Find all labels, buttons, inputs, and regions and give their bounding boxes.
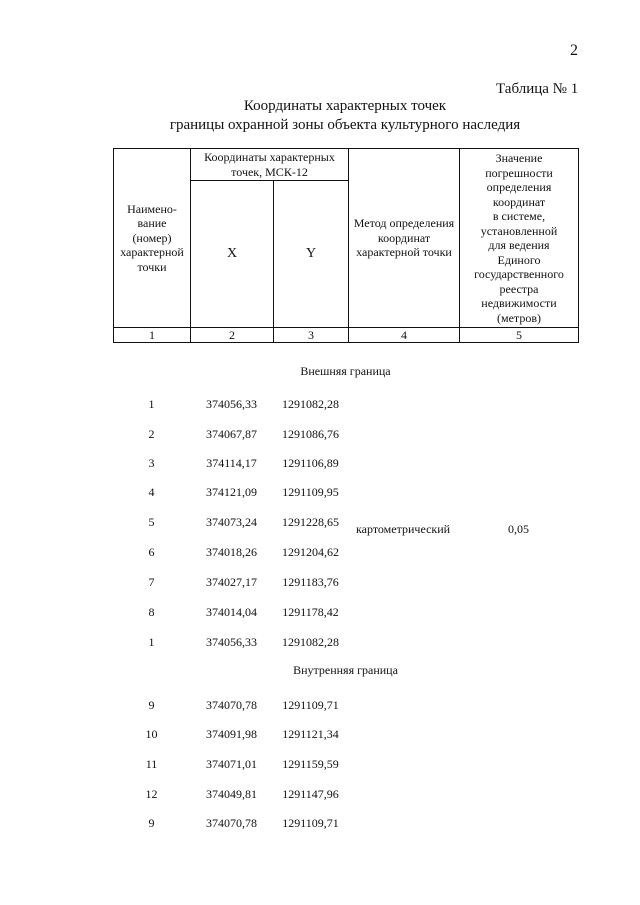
point-number: 6 (148, 545, 155, 559)
coordinate-y: 1291178,42 (282, 605, 339, 619)
title-line-2: границы охранной зоны объекта культурного наследия (169, 117, 521, 133)
table-row (113, 635, 578, 651)
header-y: Y (274, 181, 349, 328)
coordinate-x: 374027,17 (206, 575, 257, 589)
coordinate-x: 374056,33 (206, 635, 257, 649)
outer-boundary-title: Внешняя граница (300, 364, 391, 378)
coordinate-x: 374121,09 (206, 485, 257, 499)
coordinate-y: 1291121,34 (282, 727, 339, 741)
point-number: 4 (148, 485, 155, 499)
coordinate-y: 1291228,65 (282, 515, 339, 529)
page-number: 2 (570, 42, 578, 59)
coordinate-y: 1291109,71 (282, 698, 339, 712)
point-number: 9 (148, 816, 155, 830)
coordinate-y: 1291106,89 (282, 456, 339, 470)
coordinate-y: 1291082,28 (282, 397, 339, 411)
table-row (113, 605, 578, 621)
column-number: 2 (191, 328, 274, 343)
point-number: 1 (148, 635, 155, 649)
point-number: 7 (148, 575, 155, 589)
coordinate-y: 1291159,59 (282, 757, 339, 771)
header-point-name: Наимено- вание (номер) характерной точки (114, 149, 191, 328)
table-row (113, 757, 578, 773)
coordinate-x: 374049,81 (206, 787, 257, 801)
coordinate-x: 374114,17 (206, 456, 257, 470)
coordinate-x: 374056,33 (206, 397, 257, 411)
point-number: 2 (148, 427, 155, 441)
column-number: 1 (114, 328, 191, 343)
coordinate-y: 1291147,96 (282, 787, 339, 801)
point-number: 11 (145, 757, 158, 771)
table-label: Таблица № 1 (496, 81, 579, 97)
column-number: 4 (349, 328, 460, 343)
table-row (113, 427, 578, 443)
table-row (113, 816, 578, 832)
table-row (113, 575, 578, 591)
coordinate-y: 1291109,71 (282, 816, 339, 830)
point-number: 12 (145, 787, 158, 801)
coordinate-y: 1291082,28 (282, 635, 339, 649)
point-number: 10 (145, 727, 158, 741)
table-row (113, 485, 578, 501)
document-title (90, 97, 600, 135)
coordinate-x: 374070,78 (206, 698, 257, 712)
column-number: 3 (274, 328, 349, 343)
title-line-1: Координаты характерных точек (243, 98, 447, 114)
table-row (113, 698, 578, 714)
table-row (113, 727, 578, 743)
coordinate-x: 374073,24 (206, 515, 257, 529)
coordinate-x: 374014,04 (206, 605, 257, 619)
header-x: X (191, 181, 274, 328)
header-method: Метод определения координат характерной точки (349, 149, 460, 328)
coordinates-table-header (113, 148, 579, 343)
header-accuracy: Значение погрешности определения координат в системе, установленной для ведения Единого государственного реестра недвижимости (метров) (460, 149, 579, 328)
coordinate-y: 1291183,76 (282, 575, 339, 589)
header-coordinates-group: Координаты характерных точек, МСК-12 (191, 149, 349, 181)
point-number: 1 (148, 397, 155, 411)
coordinate-x: 374070,78 (206, 816, 257, 830)
coordinate-y: 1291109,95 (282, 485, 339, 499)
table-row (113, 787, 578, 803)
inner-boundary-title: Внутренняя граница (293, 663, 398, 677)
point-number: 9 (148, 698, 155, 712)
coordinate-x: 374071,01 (206, 757, 257, 771)
point-number: 5 (148, 515, 155, 529)
coordinate-x: 374091,98 (206, 727, 257, 741)
point-number: 8 (148, 605, 155, 619)
table-row (113, 456, 578, 472)
point-number: 3 (148, 456, 155, 470)
coordinate-x: 374067,87 (206, 427, 257, 441)
column-number: 5 (460, 328, 579, 343)
method-value: картометрический (356, 522, 451, 536)
coordinate-x: 374018,26 (206, 545, 257, 559)
table-row (113, 545, 578, 561)
coordinate-y: 1291086,76 (282, 427, 339, 441)
coordinate-y: 1291204,62 (282, 545, 339, 559)
accuracy-value: 0,05 (508, 522, 529, 536)
table-row (113, 397, 578, 413)
